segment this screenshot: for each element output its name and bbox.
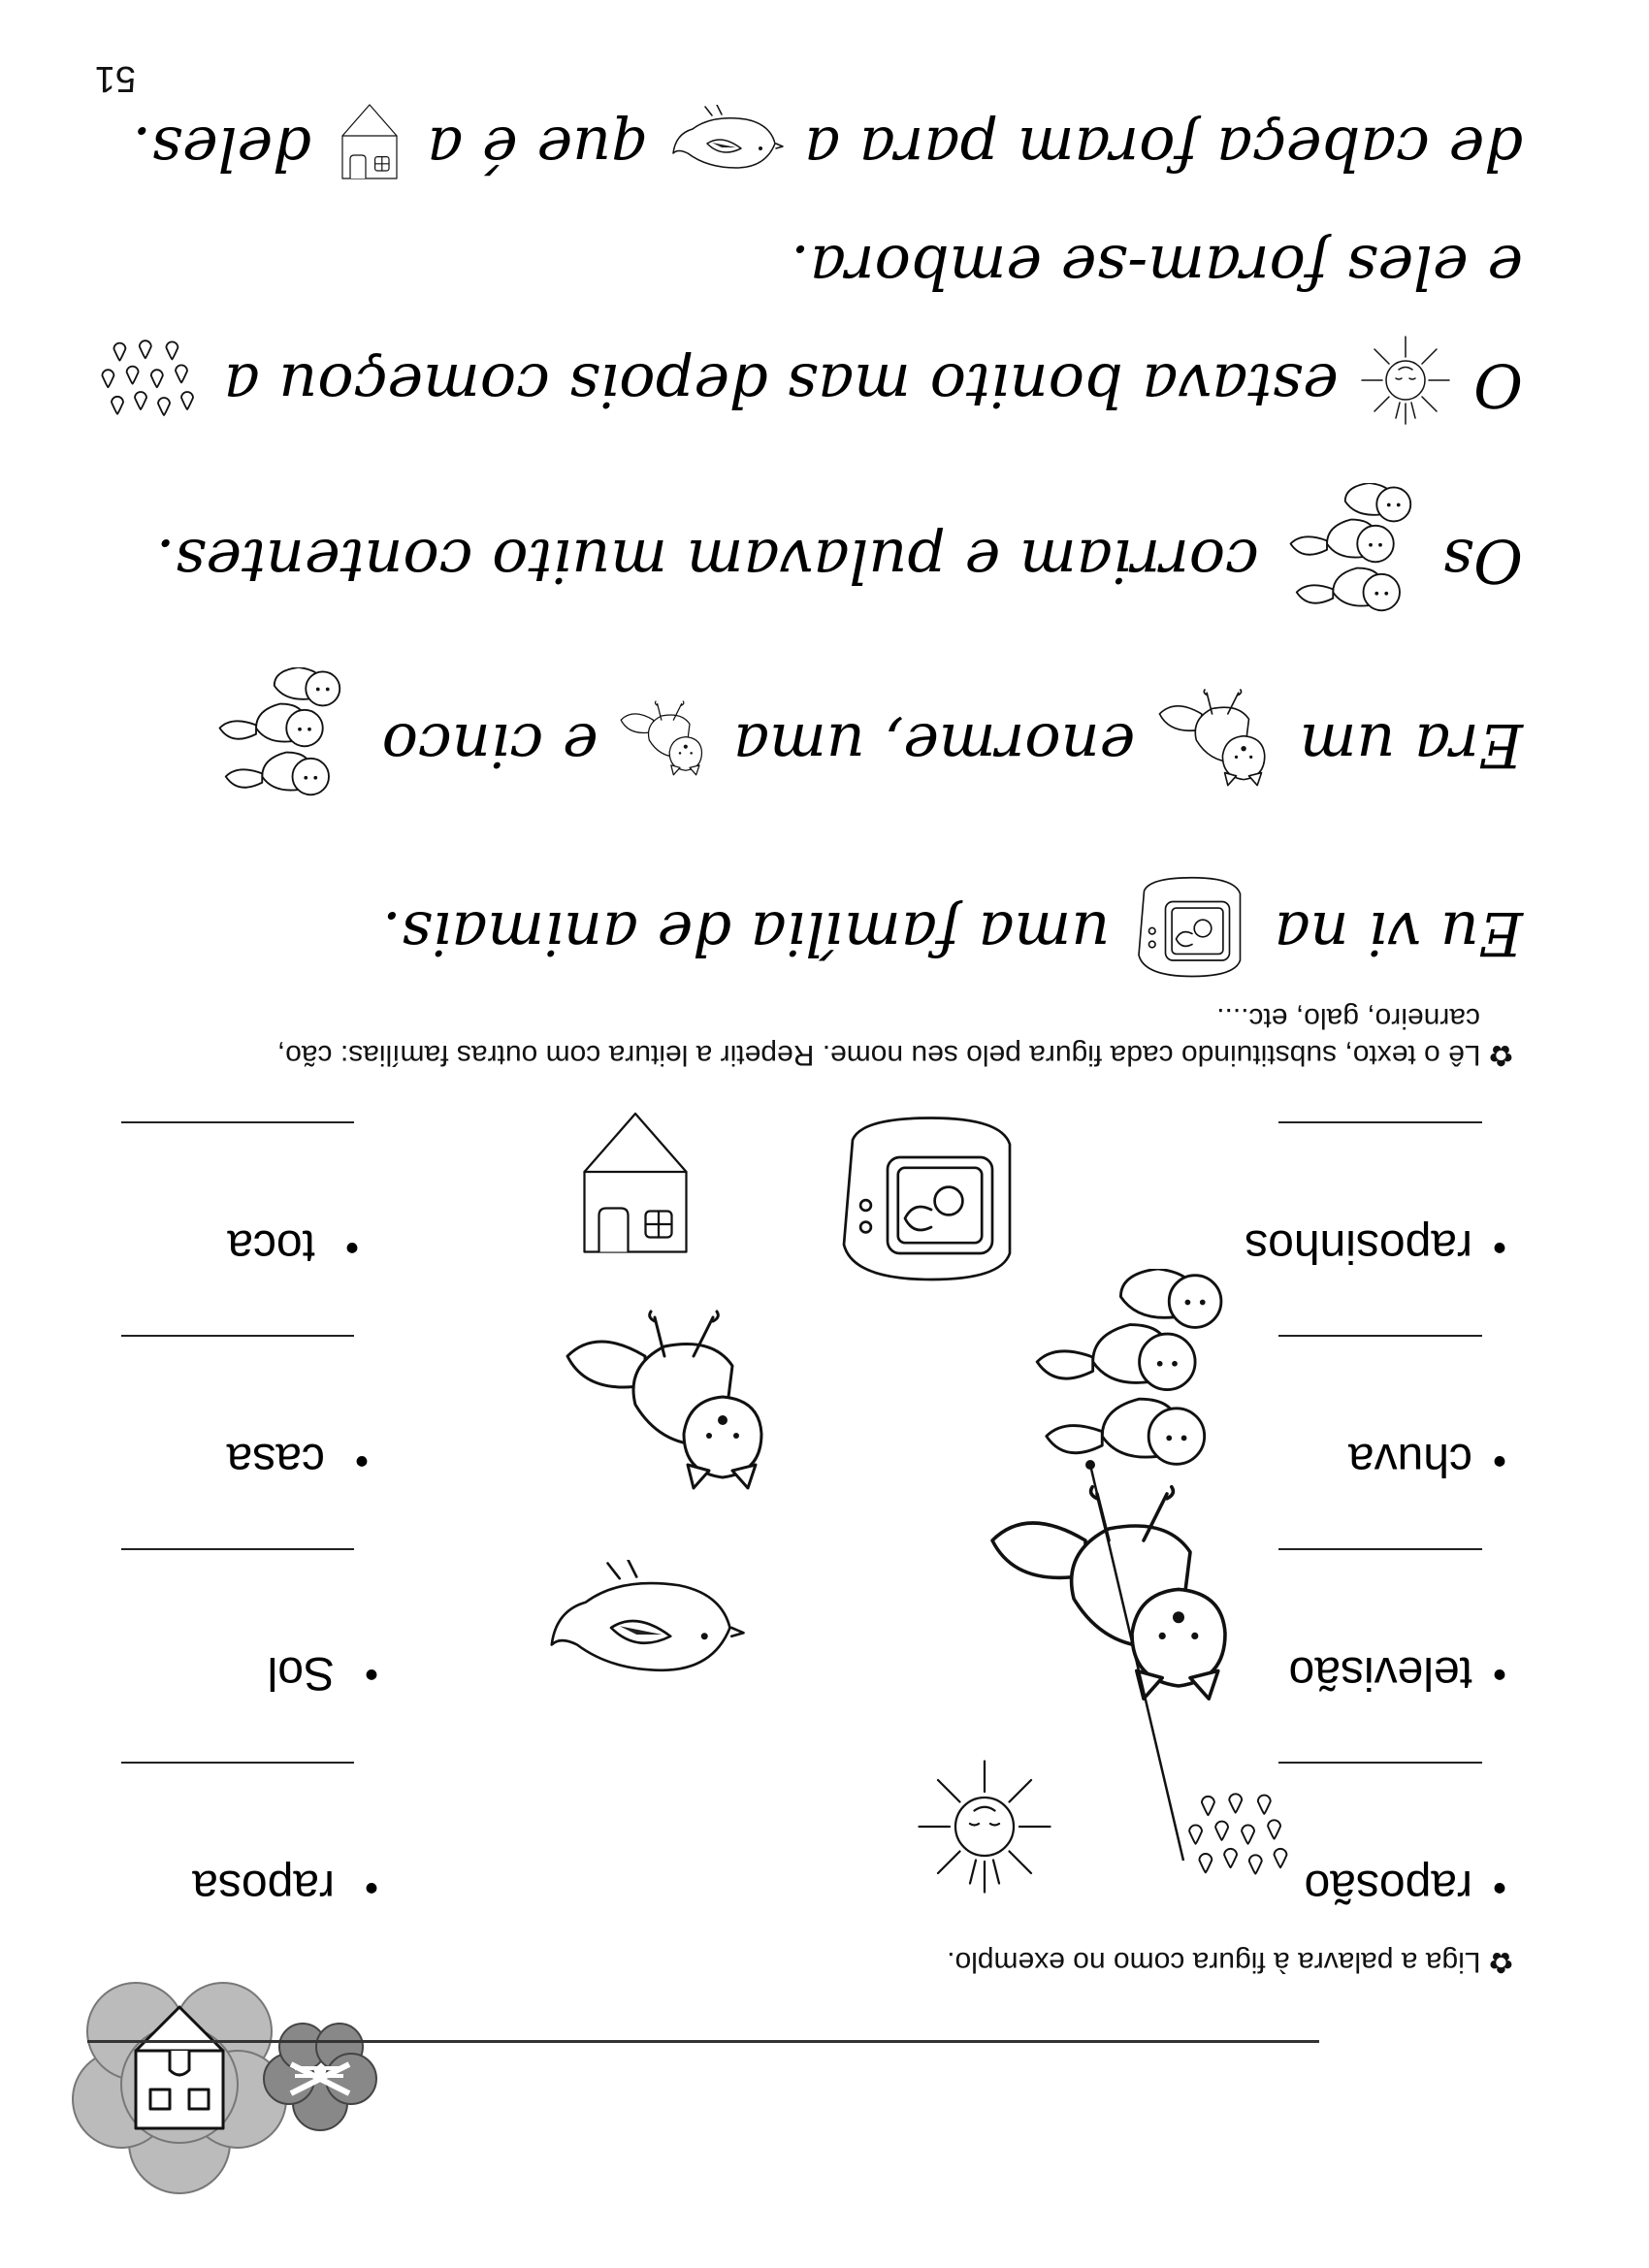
bullet-left-2: • <box>1492 1653 1506 1696</box>
house-icon[interactable] <box>563 1104 708 1269</box>
story-line-6: de cabeça foram para a que é a deles. <box>132 95 1523 192</box>
answer-line-left-1 <box>1278 1762 1482 1764</box>
story-line-4: O estava bonito mas depois começou a <box>88 332 1523 429</box>
bird-icon[interactable] <box>543 1560 747 1696</box>
word-right-1[interactable]: raposa <box>192 1861 335 1912</box>
exercise2-instruction: ✿ Lê o texto, substituindo cada figura pelo seu nome. Repetir a leitura com outras famílias: cão, carneiro, galo, etc.... <box>276 1002 1513 1071</box>
word-right-4[interactable]: toca <box>227 1220 315 1272</box>
word-left-2[interactable]: televisão <box>1288 1647 1472 1699</box>
fox-cubs-icon[interactable] <box>1018 1259 1242 1502</box>
sun-icon[interactable] <box>912 1754 1057 1899</box>
bullet-left-4: • <box>1492 1226 1506 1269</box>
bullet-left-3: • <box>1492 1440 1506 1482</box>
rain-drops-icon <box>88 337 205 424</box>
television-icon[interactable] <box>834 1114 1028 1288</box>
fox-icon[interactable] <box>970 1482 1271 1715</box>
rain-drops-icon[interactable] <box>1174 1793 1300 1880</box>
answer-line-right-1 <box>121 1762 354 1764</box>
bird-icon <box>668 105 785 182</box>
word-left-1[interactable]: raposão <box>1304 1861 1472 1912</box>
answer-line-left-3 <box>1278 1335 1482 1337</box>
flower-bullet-icon: ✿ <box>1488 1946 1513 1978</box>
answer-line-right-2 <box>121 1548 354 1550</box>
story-line-3: Os corriam e pulavam muito contentes. <box>156 483 1523 629</box>
sun-icon <box>1357 332 1454 429</box>
bullet-right-1: • <box>364 1866 378 1909</box>
answer-line-left-4 <box>1278 1121 1482 1123</box>
story-line-2: Era um enorme, uma e cinco <box>198 667 1523 813</box>
header-rule <box>87 2040 1319 2043</box>
fox-cubs-icon <box>1278 483 1424 629</box>
television-icon <box>1129 875 1255 982</box>
page-number: 51 <box>94 58 136 99</box>
story-line-5: e eles foram-se embora. <box>791 232 1523 303</box>
answer-line-right-4 <box>121 1121 354 1123</box>
word-right-2[interactable]: Sol <box>267 1647 335 1699</box>
house-icon <box>331 95 408 192</box>
fox-icon <box>617 697 714 784</box>
answer-line-left-2 <box>1278 1548 1482 1550</box>
fox-icon[interactable] <box>553 1308 795 1502</box>
word-left-3[interactable]: chuva <box>1347 1434 1472 1485</box>
flower-house-logo-icon <box>68 1973 291 2196</box>
answer-line-right-3 <box>121 1335 354 1337</box>
bullet-right-2: • <box>364 1653 378 1696</box>
bullet-right-3: • <box>354 1440 369 1482</box>
flower-bullet-icon: ✿ <box>1488 1039 1513 1071</box>
bullet-right-4: • <box>344 1226 359 1269</box>
fox-icon <box>1154 682 1280 798</box>
fox-cubs-icon <box>198 667 363 813</box>
word-right-3[interactable]: casa <box>226 1434 325 1485</box>
story-line-1: Eu vi na uma família de animais. <box>382 875 1523 982</box>
exercise1-instruction: ✿ Liga a palavra à figura como no exemplo. <box>947 1946 1513 1978</box>
bullet-left-1: • <box>1492 1866 1506 1909</box>
word-left-4[interactable]: raposinhos <box>1245 1220 1472 1272</box>
